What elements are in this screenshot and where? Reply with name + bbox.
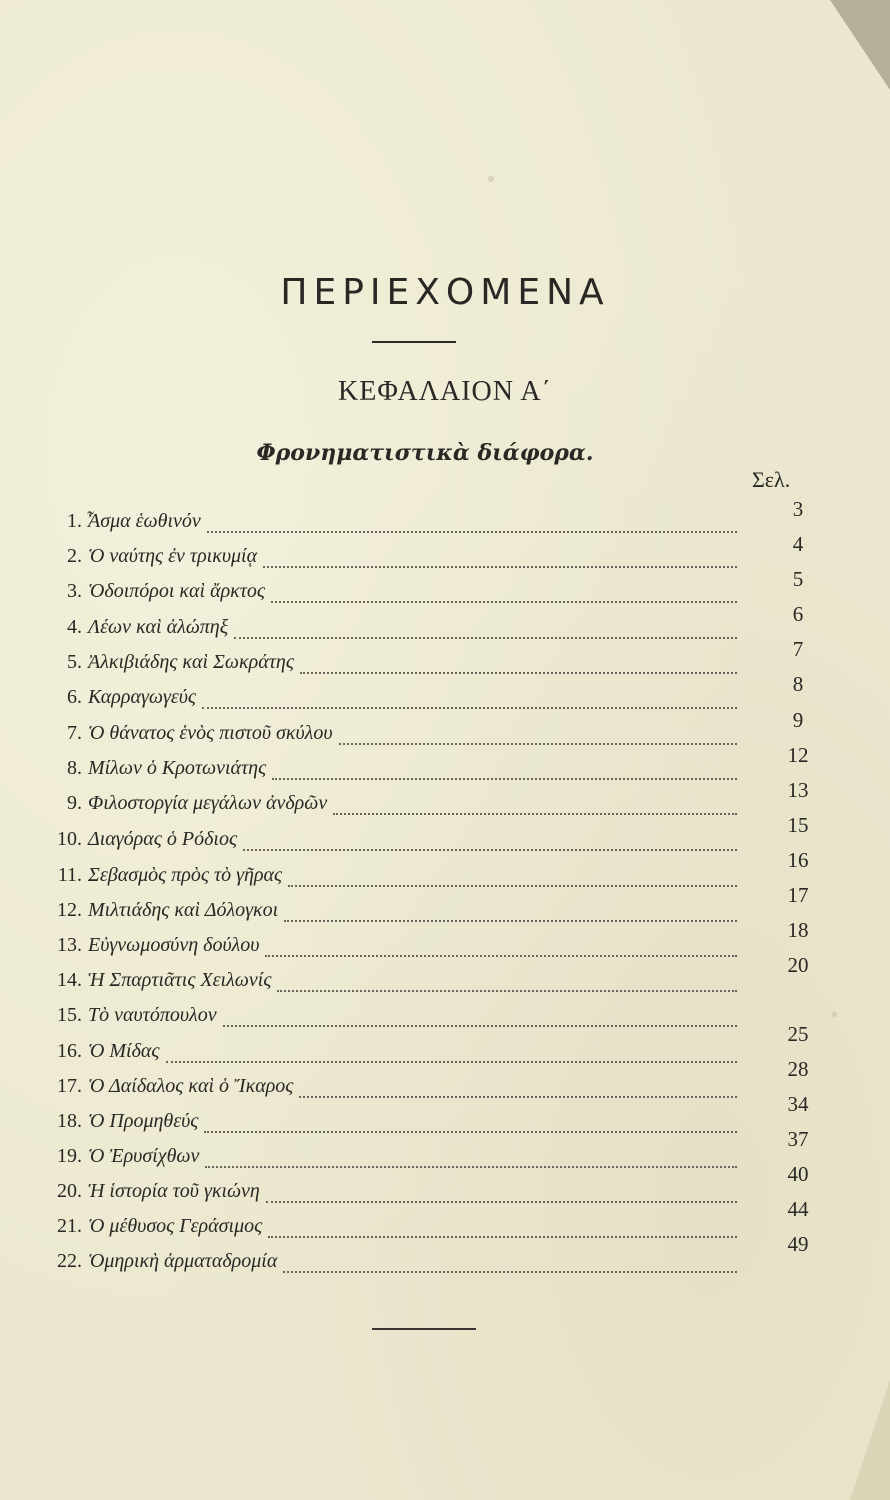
toc-entry: [40, 1215, 745, 1245]
entry-title: Ἆσμα ἑωθινόν: [88, 510, 201, 532]
entry-number: 20.: [57, 1180, 82, 1202]
ink-spot: [488, 176, 494, 182]
page-number: 13: [787, 778, 809, 802]
dot-leader: [243, 835, 737, 851]
toc-entry: [40, 828, 745, 858]
dot-leader: [265, 941, 737, 957]
toc-entry: [40, 1250, 745, 1280]
page-number: 9: [792, 708, 804, 732]
entry-title: Ἀλκιβιάδης καὶ Σωκράτης: [88, 651, 294, 673]
entry-title: Ὁδοιπόροι καὶ ἄρκτος: [88, 580, 266, 602]
page-column-header: Σελ.: [752, 467, 791, 492]
dot-leader: [207, 517, 737, 533]
entry-number: 1.: [67, 510, 82, 532]
dot-leader: [268, 1222, 737, 1238]
entry-number: 11.: [57, 864, 82, 886]
entry-title: Ὁ θάνατος ἑνὸς πιστοῦ σκύλου: [88, 722, 333, 744]
toc-entry: [40, 792, 745, 822]
corner-fold-top: [830, 0, 890, 90]
dot-leader: [234, 623, 737, 639]
entry-number: 14.: [57, 969, 82, 991]
entry-title: Λέων καὶ ἀλώπηξ: [88, 616, 229, 638]
page-title: ΠΕΡΙΕΧΟΜΕΝΑ: [280, 272, 610, 313]
page-number: 44: [787, 1197, 809, 1221]
page-number: 28: [787, 1057, 809, 1081]
entry-number: 13.: [57, 934, 82, 956]
page-number: 6: [792, 602, 804, 626]
toc-entry: [40, 1145, 745, 1175]
page-number: 8: [792, 672, 804, 696]
toc-entry: [40, 1004, 745, 1034]
dot-leader: [223, 1011, 737, 1027]
chapter-heading: ΚΕΦΑΛΑΙΟΝ Α΄: [338, 376, 552, 407]
entry-number: 6.: [67, 686, 82, 708]
page-number: 18: [787, 918, 809, 942]
page-number: 37: [787, 1127, 809, 1151]
toc-entry: [40, 899, 745, 929]
dot-leader: [263, 552, 737, 568]
page-number: 7: [792, 637, 804, 661]
entry-title: Ἡ ἱστορία τοῦ γκιώνη: [88, 1180, 260, 1202]
corner-fold-bottom: [850, 1380, 890, 1500]
toc-entry: [40, 510, 745, 540]
toc-entry: [40, 545, 745, 575]
entry-number: 12.: [57, 899, 82, 921]
section-heading: Φρονηματιστικὰ διάφορα.: [256, 440, 594, 466]
entry-title: Μιλτιάδης καὶ Δόλογκοι: [88, 899, 279, 921]
entry-title: Ὁ Προμηθεύς: [88, 1110, 199, 1132]
entry-number: 3.: [67, 580, 82, 602]
entry-number: 2.: [67, 545, 82, 567]
dot-leader: [205, 1152, 737, 1168]
toc-entry: [40, 1180, 745, 1210]
entry-number: 8.: [67, 757, 82, 779]
entry-title: Σεβασμὸς πρὸς τὸ γῆρας: [88, 864, 283, 886]
bottom-divider: [372, 1328, 476, 1330]
toc-entry: [40, 1075, 745, 1105]
entry-title: Μίλων ὁ Κροτωνιάτης: [88, 757, 267, 779]
page-number: 20: [787, 953, 809, 977]
entry-number: 17.: [57, 1075, 82, 1097]
dot-leader: [266, 1187, 737, 1203]
page-number: 12: [787, 743, 809, 767]
entry-number: 10.: [57, 828, 82, 850]
entry-number: 16.: [57, 1040, 82, 1062]
toc-entry: [40, 616, 745, 646]
entry-number: 4.: [67, 616, 82, 638]
title-divider: [372, 341, 456, 343]
entry-number: 18.: [57, 1110, 82, 1132]
dot-leader: [166, 1047, 737, 1063]
toc-entry: [40, 722, 745, 752]
entry-title: Ὁμηρικὴ ἁρματαδρομία: [88, 1250, 278, 1272]
entry-title: Ὁ Ἐρυσίχθων: [88, 1145, 200, 1167]
entry-title: Ὁ ναύτης ἐν τρικυμίᾳ: [88, 545, 258, 567]
dot-leader: [283, 1257, 737, 1273]
entry-number: 21.: [57, 1215, 82, 1237]
entry-number: 22.: [57, 1250, 82, 1272]
toc-entry: [40, 757, 745, 787]
dot-leader: [204, 1117, 737, 1133]
page-number: 25: [787, 1022, 809, 1046]
entry-number: 5.: [67, 651, 82, 673]
dot-leader: [202, 693, 737, 709]
entry-number: 7.: [67, 722, 82, 744]
entry-title: Τὸ ναυτόπουλον: [88, 1004, 217, 1026]
dot-leader: [299, 1082, 737, 1098]
toc-entry: [40, 686, 745, 716]
toc-entry: [40, 969, 745, 999]
entry-title: Ὁ Δαίδαλος καὶ ὁ Ἴκαρος: [88, 1075, 294, 1097]
entry-title: Φιλοστοργία μεγάλων ἀνδρῶν: [88, 792, 328, 814]
page-number: 16: [787, 848, 809, 872]
dot-leader: [277, 976, 737, 992]
entry-title: Καρραγωγεύς: [88, 686, 197, 708]
page-number: 17: [787, 883, 809, 907]
toc-entry: [40, 1110, 745, 1140]
page-number: 4: [792, 532, 804, 556]
dot-leader: [284, 906, 737, 922]
entry-number: 9.: [67, 792, 82, 814]
toc-entry: [40, 864, 745, 894]
page-number: 5: [792, 567, 804, 591]
toc-entry: [40, 934, 745, 964]
dot-leader: [300, 658, 737, 674]
dot-leader: [272, 764, 737, 780]
page-number: 49: [787, 1232, 809, 1256]
entry-title: Διαγόρας ὁ Ρόδιος: [88, 828, 238, 850]
entry-number: 15.: [57, 1004, 82, 1026]
page-number: 34: [787, 1092, 809, 1116]
page-number: 40: [787, 1162, 809, 1186]
toc-entry: [40, 651, 745, 681]
dot-leader: [288, 871, 737, 887]
entry-number: 19.: [57, 1145, 82, 1167]
page-number: 15: [787, 813, 809, 837]
toc-entry: [40, 1040, 745, 1070]
entry-title: Ὁ Μίδας: [88, 1040, 160, 1062]
entry-title: Εὐγνωμοσύνη δούλου: [88, 934, 260, 956]
toc-entry: [40, 580, 745, 610]
entry-title: Ἡ Σπαρτιᾶτις Χειλωνίς: [88, 969, 272, 991]
dot-leader: [333, 799, 737, 815]
ink-spot: [832, 1012, 837, 1017]
dot-leader: [271, 587, 737, 603]
entry-title: Ὁ μέθυσος Γεράσιμος: [88, 1215, 263, 1237]
dot-leader: [339, 729, 737, 745]
page-number: 3: [792, 497, 804, 521]
